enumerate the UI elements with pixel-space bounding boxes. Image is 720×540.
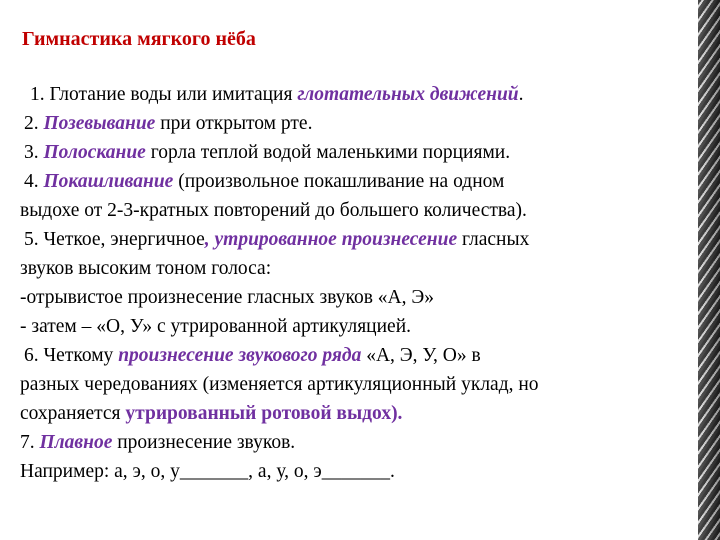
emphasis-text: Позевывание [43, 113, 156, 134]
text-segment: «А, Э, У, О» в [361, 345, 481, 366]
text-segment: выдохе от 2-3-кратных повторений до большего количества). [20, 200, 527, 221]
text-segment: 6. Четкому [24, 345, 119, 366]
text-line [20, 341, 690, 370]
text-segment: 2. [24, 113, 44, 134]
emphasis-text: произнесение звукового ряда [118, 345, 362, 366]
text-segment: -отрывистое произнесение гласных звуков «А, Э» [20, 287, 435, 308]
text-line [20, 428, 690, 457]
emphasis-text: глотательных движений [297, 84, 519, 105]
text-line [20, 312, 690, 341]
slide-body [20, 80, 690, 486]
emphasis-text: утрированный ротовой выдох). [125, 403, 403, 424]
emphasis-text: Полоскание [43, 142, 146, 163]
text-segment: Например: а, э, о, у_______, а, у, о, э_______. [20, 461, 395, 482]
text-segment: горла теплой водой маленькими порциями. [145, 142, 511, 163]
emphasis-text: , утрированное произнесение [204, 229, 458, 250]
text-segment: (произвольное покашливание на одном [173, 171, 505, 192]
text-segment: гласных [457, 229, 530, 250]
slide-title: Гимнастика мягкого нёба [22, 28, 256, 50]
text-line [20, 457, 690, 486]
text-line [20, 196, 690, 225]
emphasis-text: Покашливание [43, 171, 174, 192]
text-segment: сохраняется [20, 403, 126, 424]
text-line [20, 80, 690, 109]
text-segment: 7. [20, 432, 40, 453]
text-line [20, 167, 690, 196]
text-line [20, 370, 690, 399]
text-line [20, 283, 690, 312]
text-line [20, 225, 690, 254]
text-segment: 5. Четкое, энергичное [24, 229, 205, 250]
text-segment: 3. [24, 142, 44, 163]
text-segment: звуков высоким тоном голоса: [20, 258, 272, 279]
decorative-edge [698, 0, 720, 540]
text-segment: - затем – «О, У» с утрированной артикуляцией. [20, 316, 412, 337]
text-segment: 1. Глотание воды или имитация [30, 84, 298, 105]
text-segment: 4. [24, 171, 44, 192]
text-segment: при открытом рте. [155, 113, 313, 134]
text-line [20, 399, 690, 428]
text-segment: . [518, 84, 524, 105]
text-segment: произнесение звуков. [112, 432, 296, 453]
text-segment: разных чередованиях (изменяется артикуляционный уклад, но [20, 374, 539, 395]
text-line [20, 254, 690, 283]
text-line [20, 138, 690, 167]
text-line [20, 109, 690, 138]
emphasis-text: Плавное [39, 432, 113, 453]
